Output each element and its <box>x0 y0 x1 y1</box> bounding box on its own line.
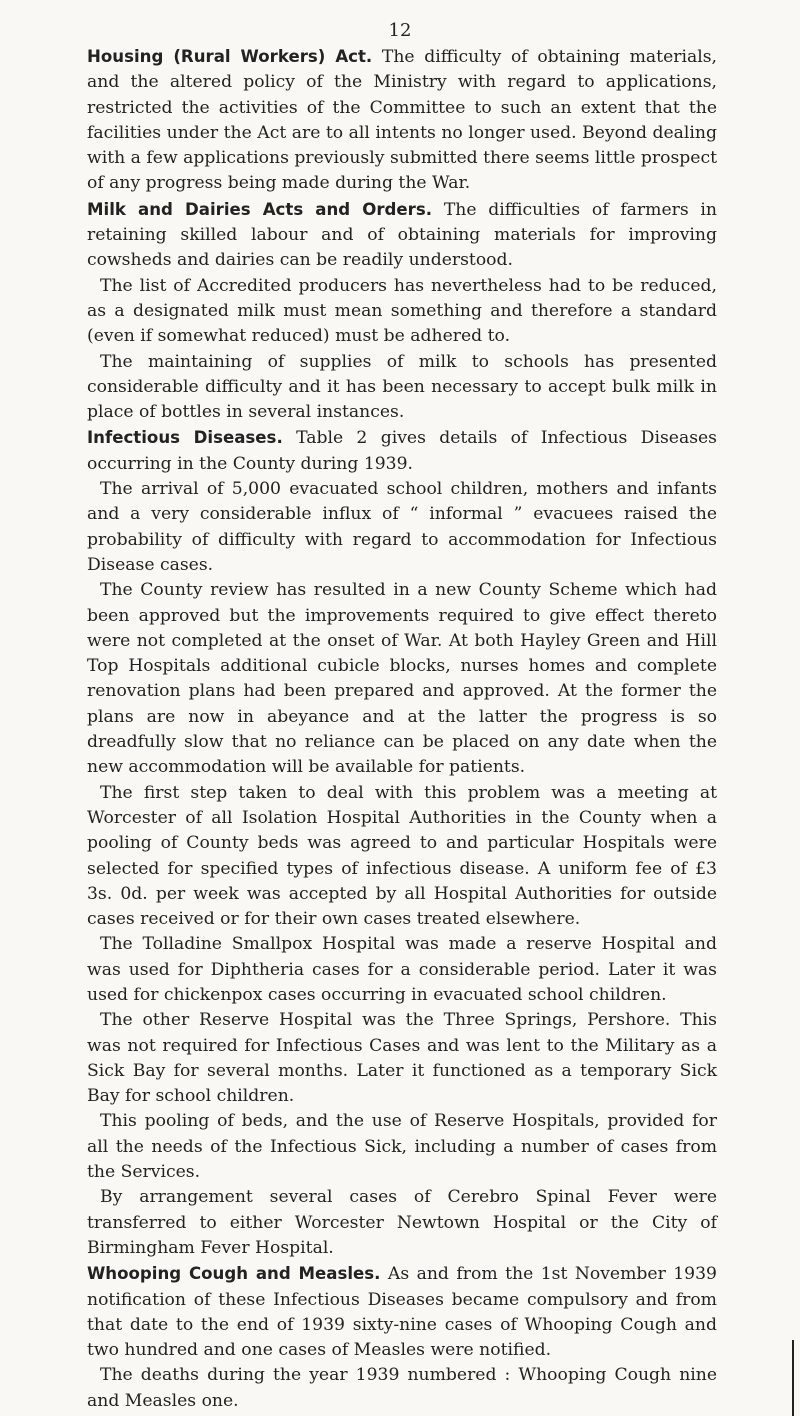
paragraph-text: The difficulty of obtaining materials, and the altered policy of the Ministry with regard to applications, restricted the activities of the Committee to such an extent that the facilities under the Act are to all intents no longer used. Beyond dealing with a few applications previously submitted there seems little prospect of any progress being made during the War. <box>87 47 717 194</box>
page-number: 12 <box>388 20 412 41</box>
paragraph-text: The first step taken to deal with this problem was a meeting at Worcester of all Isolation Hospital Authorities in the County when a pooling of County beds was agreed to and particular Hospitals were selected for specified types of infectious disease. A uniform fee of £3 3s. 0d. per week was accepted by all Hospital Authorities for outside cases received or for their own cases treated elsewhere. <box>87 782 717 930</box>
paragraph-text: As and from the 1st November 1939 notification of these Infectious Diseases became compulsory and from that date to the end of 1939 sixty-nine cases of Whooping Cough and two hundred and one cases of Measles were notified. <box>87 1264 717 1361</box>
paragraph-text: Table 2 gives details of Infectious Diseases occurring in the County during 1939. <box>87 428 718 474</box>
section-heading-milk: Milk and Dairies Acts and Orders. <box>87 199 433 219</box>
section-heading-housing: Housing (Rural Workers) Act. <box>87 47 373 66</box>
paragraph-milk <box>87 197 717 274</box>
paragraph-text: The other Reserve Hospital was the Three Springs, Pershore. This was not required for Infectious Cases and was lent to the Military as a Sick Bay for several months. Later it functioned as a temporary Sick Bay for school children. <box>87 1010 717 1107</box>
page-edge-divider <box>792 1340 794 1416</box>
paragraph-text: The difficulties of farmers in retaining skilled labour and of obtaining materials for improving cowsheds and dairies can be readily understood. <box>87 199 717 271</box>
paragraph-text: The list of Accredited producers has nevertheless had to be reduced, as a designated milk must mean something and therefore a standard (even if somewhat reduced) must be adhered to. <box>87 275 717 347</box>
paragraph-whooping <box>87 1261 717 1363</box>
paragraph-text: The deaths during the year 1939 numbered : Whooping Cough nine and Measles one. <box>87 1365 717 1411</box>
paragraph-text: The County review has resulted in a new County Scheme which had been approved but the improvements required to give effect thereto were not completed at the onset of War. At both Hayley Green and Hill Top Hospitals additional cubicle blocks, nurses homes and complete renovation plans had been prepared and approved. At the former the plans are now in abeyance and at the latter the progress is so dreadfully slow that no reliance can be placed on any date when the new accommodation will be available for patients. <box>87 580 717 778</box>
document-body <box>87 44 717 1414</box>
section-heading-infectious: Infectious Diseases. <box>87 428 283 448</box>
paragraph-text: The Tolladine Smallpox Hospital was made a reserve Hospital and was used for Diphtheria cases for a considerable period. Later it was used for chickenpox cases occurring in evacuated school children. <box>87 934 717 1005</box>
paragraph-text: The maintaining of supplies of milk to schools has presented considerable difficulty and it has been necessary to accept bulk milk in place of bottles in several instances. <box>87 351 717 423</box>
paragraph-text: The arrival of 5,000 evacuated school children, mothers and infants and a very considerable influx of “ informal ” evacuees raised the probability of difficulty with regard to accommodation for Infectious Disease cases. <box>87 479 717 575</box>
paragraph-infectious <box>87 425 717 477</box>
paragraph-text: By arrangement several cases of Cerebro Spinal Fever were transferred to either Worcester Newtown Hospital or the City of Birmingham Fever Hospital. <box>87 1187 717 1258</box>
paragraph-text: This pooling of beds, and the use of Reserve Hospitals, provided for all the needs of the Infectious Sick, including a number of cases from the Services. <box>87 1111 717 1183</box>
section-heading-whooping: Whooping Cough and Measles. <box>87 1264 381 1284</box>
paragraph-housing <box>87 44 717 197</box>
